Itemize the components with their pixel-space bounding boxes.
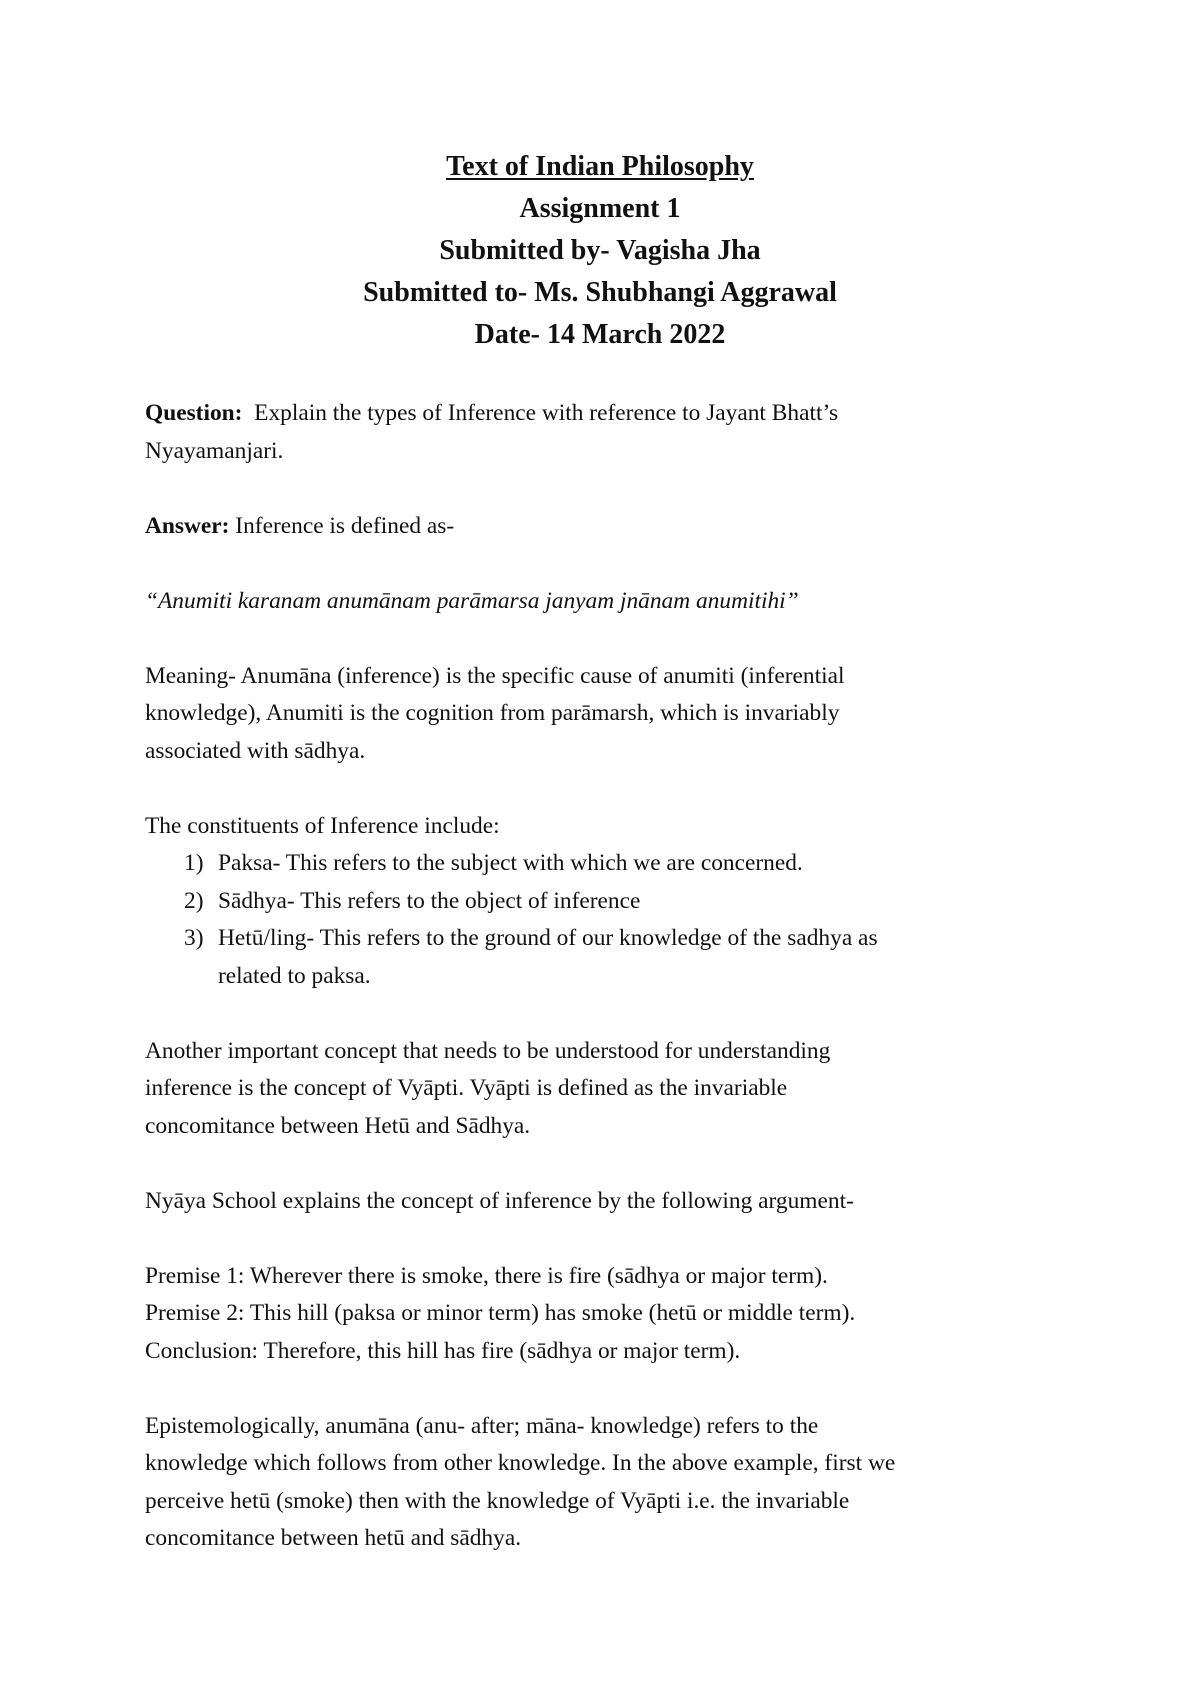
paragraph-line: perceive hetū (smoke) then with the knowledge of Vyāpti i.e. the invariable (145, 1487, 850, 1514)
spacer (145, 545, 1045, 583)
document-title: Text of Indian Philosophy (446, 151, 754, 182)
list-item-continuation (145, 958, 1045, 996)
document-body (145, 395, 1045, 1558)
argument-block (145, 1258, 1045, 1371)
question-label: Question: (145, 400, 243, 426)
list-item (145, 845, 1045, 883)
paragraph-line: Another important concept that needs to be understood for understanding (145, 1037, 831, 1064)
question-line-2: Nyayamanjari. (145, 437, 284, 464)
list-number: 2) (184, 887, 204, 914)
paragraph-line: Epistemologically, anumāna (anu- after; māna- knowledge) refers to the (145, 1412, 819, 1439)
list-item (145, 883, 1045, 921)
list-number: 1) (184, 850, 204, 876)
constituents-list (145, 845, 1045, 995)
submitted-by: Submitted by- Vagisha Jha (439, 235, 761, 266)
paragraph-line: inference is the concept of Vyāpti. Vyāpti is defined as the invariable (145, 1075, 788, 1101)
submission-date: Date- 14 March 2022 (474, 319, 726, 350)
spacer (145, 1370, 1045, 1408)
list-item-text: related to paksa. (218, 962, 371, 989)
meaning-paragraph (145, 658, 1045, 771)
spacer (145, 770, 1045, 808)
answer-text: Inference is defined as- (229, 512, 455, 539)
paragraph-line: concomitance between hetū and sādhya. (145, 1525, 522, 1551)
spacer (145, 995, 1045, 1033)
question-text: Explain the types of Inference with reference to Jayant Bhatt’s (242, 400, 839, 426)
answer-label: Answer: (145, 512, 230, 539)
definition-quote: “Anumiti karanam anumānam parāmarsa janyam jnānam anumitihi” (145, 587, 799, 614)
list-item-text: Hetū/ling- This refers to the ground of our knowledge of the sadhya as (218, 925, 878, 951)
submitted-to: Submitted to- Ms. Shubhangi Aggrawal (363, 277, 837, 308)
paragraph-line: Meaning- Anumāna (inference) is the specific cause of anumiti (inferential (145, 662, 845, 689)
constituents-intro: The constituents of Inference include: (145, 812, 500, 839)
spacer (145, 1220, 1045, 1258)
list-number: 3) (184, 925, 204, 951)
spacer (145, 1145, 1045, 1183)
list-item-text: Paksa- This refers to the subject with which we are concerned. (218, 850, 803, 876)
nyaya-intro: Nyāya School explains the concept of inference by the following argument- (145, 1187, 854, 1214)
spacer (145, 470, 1045, 508)
answer-line (145, 508, 1045, 546)
spacer (145, 620, 1045, 658)
vyapti-paragraph (145, 1033, 1045, 1146)
question-line-1 (145, 395, 1045, 433)
list-item (145, 920, 1045, 958)
paragraph-line: associated with sādhya. (145, 737, 366, 764)
premise-2: Premise 2: This hill (paksa or minor term) has smoke (hetū or middle term). (145, 1300, 856, 1326)
paragraph-line: concomitance between Hetū and Sādhya. (145, 1112, 531, 1139)
paragraph-line: knowledge which follows from other knowledge. In the above example, first we (145, 1450, 896, 1476)
epistemology-paragraph (145, 1408, 1045, 1558)
list-item-text: Sādhya- This refers to the object of inference (218, 887, 641, 914)
premise-1: Premise 1: Wherever there is smoke, there is fire (sādhya or major term). (145, 1262, 828, 1289)
paragraph-line: knowledge), Anumiti is the cognition from parāmarsh, which is invariably (145, 700, 840, 726)
conclusion: Conclusion: Therefore, this hill has fire (sādhya or major term). (145, 1337, 741, 1364)
document-header (0, 146, 1200, 356)
assignment-number: Assignment 1 (519, 193, 681, 224)
